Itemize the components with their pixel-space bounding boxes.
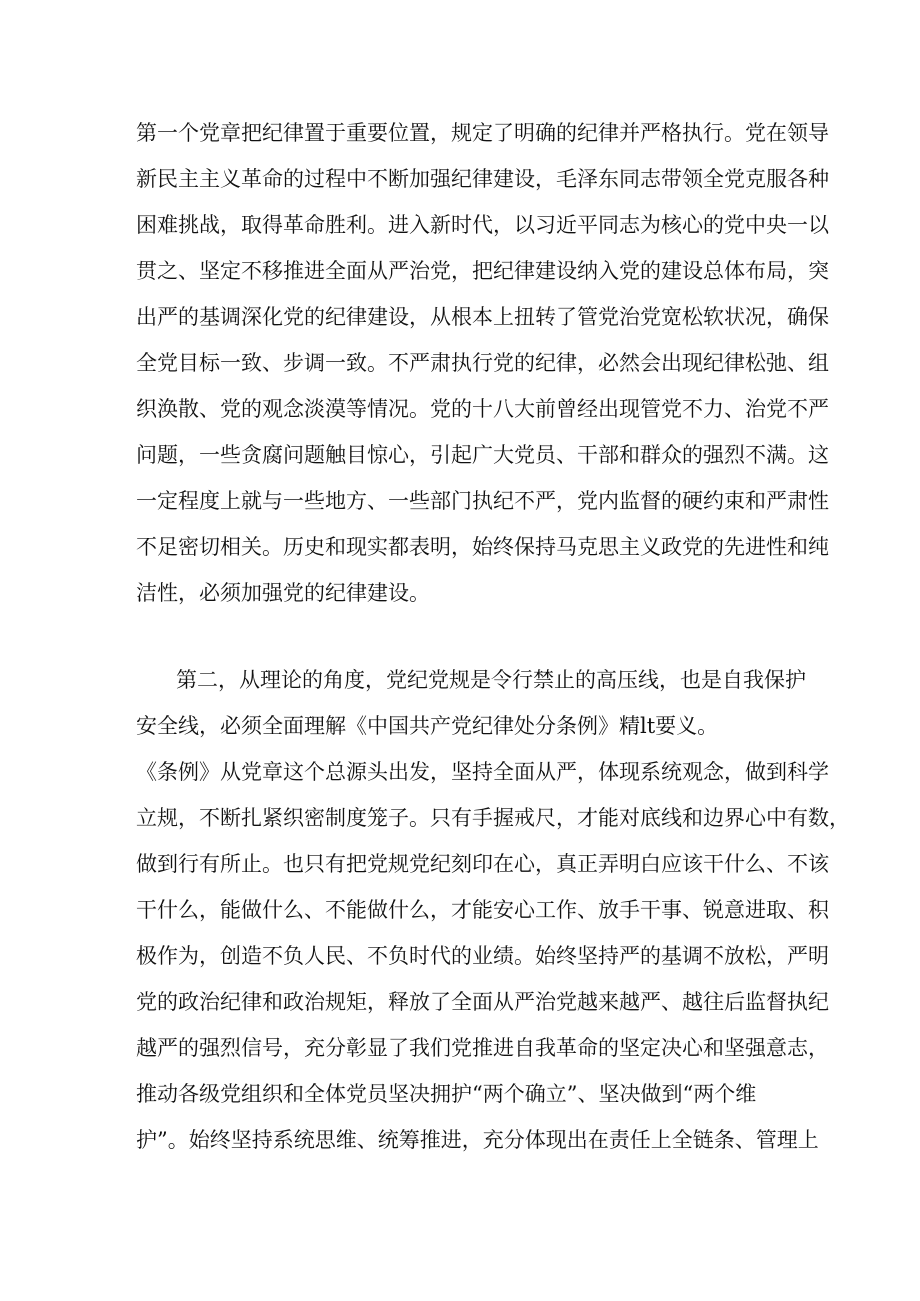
- text-line: 做到行有所止。也只有把党规党纪刻印在心，真正弄明白应该干什么、不该: [136, 852, 829, 876]
- text-line: 护”。始终坚持系统思维、统筹推进，充分体现出在责任上全链条、管理上: [136, 1128, 819, 1152]
- text-line: 第二，从理论的角度，党纪党规是令行禁止的高压线，也是自我保护: [176, 668, 806, 692]
- text-line: 干什么，能做什么、不能做什么，才能安心工作、放手干事、锐意进取、积: [136, 898, 829, 922]
- text-line: 困难挑战，取得革命胜利。进入新时代，以习近平同志为核心的党中央一以: [136, 213, 829, 237]
- text-line: 问题，一些贪腐问题触目惊心，引起广大党员、干部和群众的强烈不满。这: [136, 443, 829, 467]
- text-line: 安全线，必须全面理解《中国共产党纪律处分条例》精lt要义。: [136, 714, 719, 738]
- text-line: 《条例》从党章这个总源头出发，坚持全面从严，体现系统观念，做到科学: [136, 760, 829, 784]
- text-line: 第一个党章把纪律置于重要位置，规定了明确的纪律并严格执行。党在领导: [136, 121, 829, 145]
- text-line: 推动各级党组织和全体党员坚决拥护“两个确立”、坚决做到“两个维: [136, 1082, 757, 1106]
- text-line: 立规，不断扎紧织密制度笼子。只有手握戒尺，才能对底线和边界心中有数，: [136, 806, 850, 830]
- text-line: 织涣散、党的观念淡漠等情况。党的十八大前曾经出现管党不力、治党不严: [136, 397, 829, 421]
- text-line: 贯之、坚定不移推进全面从严治党，把纪律建设纳入党的建设总体布局，突: [136, 259, 829, 283]
- text-line: 新民主主义革命的过程中不断加强纪律建设，毛泽东同志带领全党克服各种: [136, 167, 829, 191]
- text-line: 一定程度上就与一些地方、一些部门执纪不严，党内监督的硬约束和严肃性: [136, 489, 829, 513]
- text-line: 不足密切相关。历史和现实都表明，始终保持马克思主义政党的先进性和纯: [136, 535, 829, 559]
- text-line: 出严的基调深化党的纪律建设，从根本上扭转了管党治党宽松软状况，确保: [136, 305, 829, 329]
- text-line: 极作为，创造不负人民、不负时代的业绩。始终坚持严的基调不放松，严明: [136, 944, 829, 968]
- text-line: 洁性，必须加强党的纪律建设。: [136, 581, 430, 605]
- text-line: 党的政治纪律和政治规矩，释放了全面从严治党越来越严、越往后监督执纪: [136, 990, 829, 1014]
- text-line: 全党目标一致、步调一致。不严肃执行党的纪律，必然会出现纪律松弛、组: [136, 351, 829, 375]
- text-line: 越严的强烈信号，充分彰显了我们党推进自我革命的坚定决心和坚强意志，: [136, 1036, 829, 1060]
